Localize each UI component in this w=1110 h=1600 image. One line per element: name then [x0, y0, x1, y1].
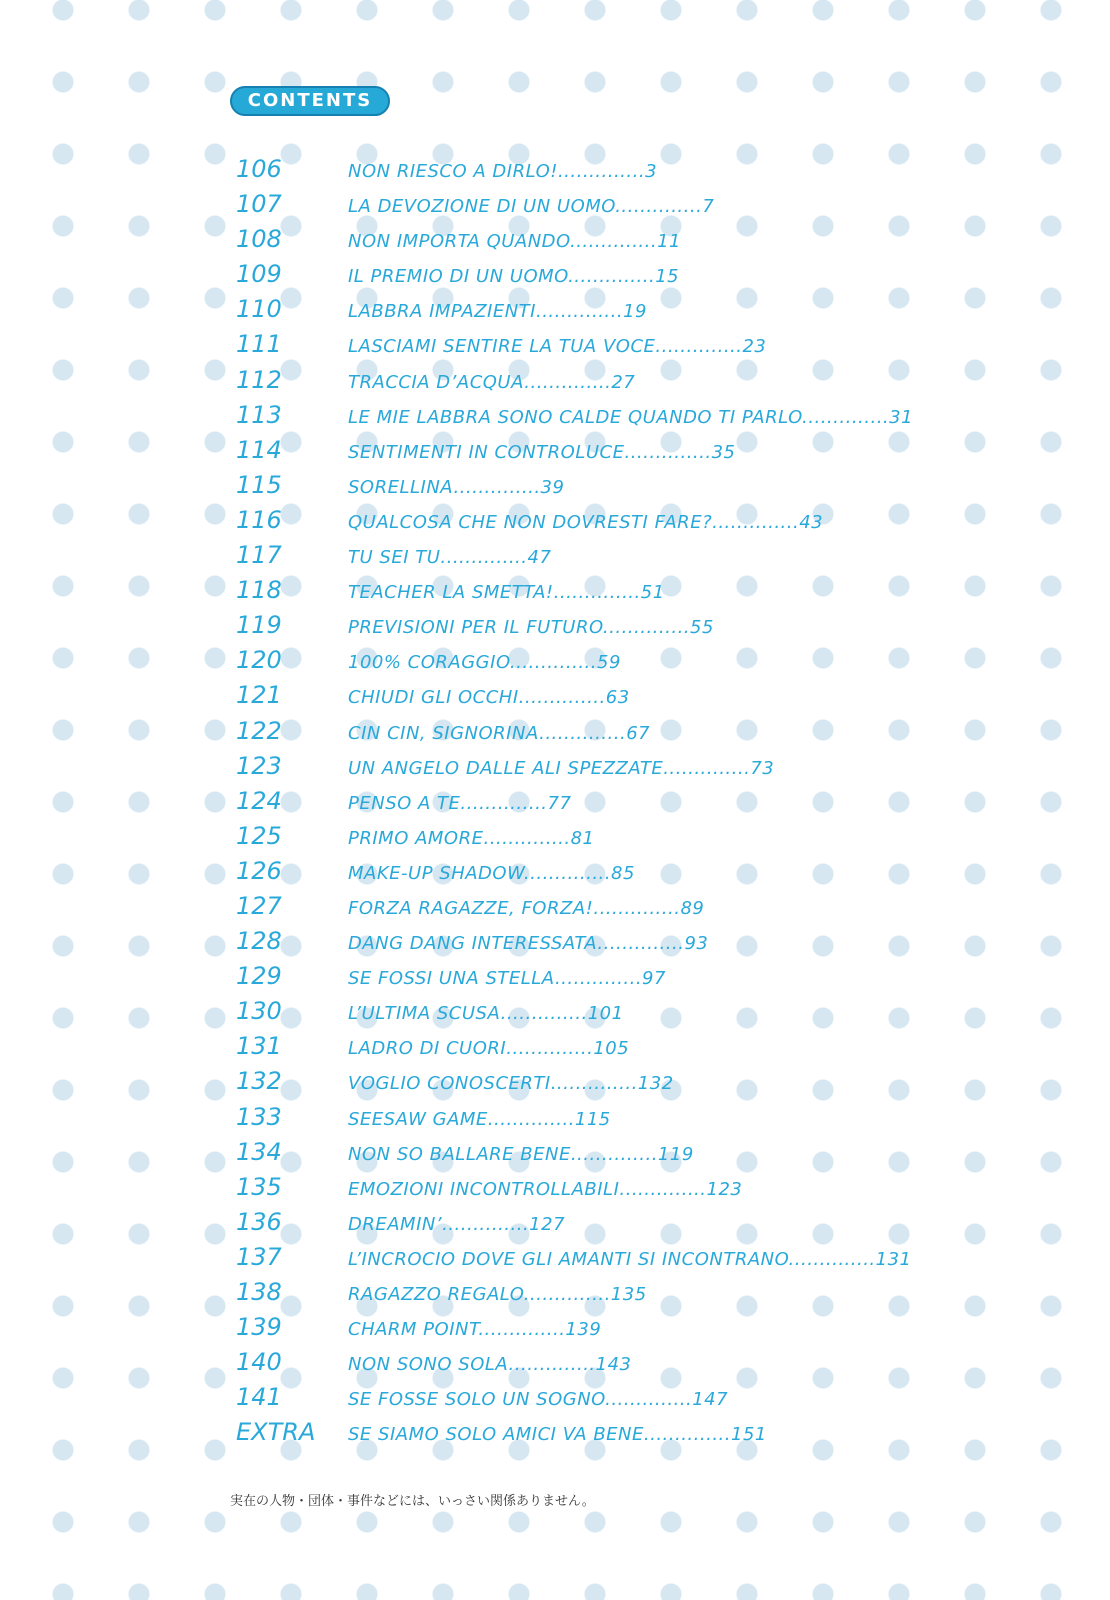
chapter-title: CHARM POINT..............139 — [348, 1319, 602, 1341]
toc-entry — [236, 433, 1096, 468]
chapter-title: SORELLINA..............39 — [348, 476, 565, 498]
chapter-number: 119 — [236, 611, 282, 640]
chapter-number: 109 — [236, 260, 282, 289]
chapter-title: SENTIMENTI IN CONTROLUCE..............35 — [348, 441, 736, 463]
toc-entry — [236, 924, 1096, 959]
chapter-title: NON SO BALLARE BENE..............119 — [348, 1143, 694, 1165]
chapter-number: 128 — [236, 927, 282, 956]
chapter-number: 108 — [236, 225, 282, 254]
chapter-title: VOGLIO CONOSCERTI..............132 — [348, 1073, 674, 1095]
chapter-title: L’INCROCIO DOVE GLI AMANTI SI INCONTRANO..............131 — [348, 1248, 912, 1270]
chapter-number: 117 — [236, 541, 282, 570]
toc-entry — [236, 1170, 1096, 1205]
chapter-title: EMOZIONI INCONTROLLABILI..............123 — [348, 1178, 743, 1200]
toc-entry — [236, 994, 1096, 1029]
chapter-title: NON RIESCO A DIRLO!..............3 — [348, 161, 658, 182]
chapter-number: 132 — [236, 1067, 282, 1096]
toc-entry — [236, 889, 1096, 924]
chapter-number: 133 — [236, 1102, 282, 1131]
chapter-title: L’ULTIMA SCUSA..............101 — [348, 1003, 624, 1025]
toc-entry — [236, 1100, 1096, 1135]
chapter-number: 139 — [236, 1313, 282, 1342]
chapter-title: TU SEI TU..............47 — [348, 547, 552, 569]
chapter-title: FORZA RAGAZZE, FORZA!..............89 — [348, 897, 705, 919]
chapter-title: SEESAW GAME..............115 — [348, 1108, 611, 1130]
chapter-title: TRACCIA D’ACQUA..............27 — [348, 371, 636, 393]
chapter-number: 141 — [236, 1383, 282, 1412]
toc-entry — [236, 1345, 1096, 1380]
chapter-title: 100% CORAGGIO..............59 — [348, 652, 621, 674]
toc-entry — [236, 573, 1096, 608]
chapter-title: MAKE-UP SHADOW..............85 — [348, 862, 635, 884]
toc-entry — [236, 1205, 1096, 1240]
chapter-title: LE MIE LABBRA SONO CALDE QUANDO TI PARLO..............31 — [348, 406, 914, 428]
chapter-number: 122 — [236, 716, 282, 745]
toc-entry — [236, 468, 1096, 503]
chapter-number: 124 — [236, 786, 282, 815]
chapter-title: QUALCOSA CHE NON DOVRESTI FARE?..............43 — [348, 511, 824, 533]
chapter-title: PRIMO AMORE..............81 — [348, 827, 595, 849]
chapter-title: RAGAZZO REGALO..............135 — [348, 1284, 647, 1305]
chapter-title: SE SIAMO SOLO AMICI VA BENE..............151 — [348, 1424, 767, 1446]
chapter-number: 107 — [236, 190, 282, 219]
toc-entry — [236, 819, 1096, 854]
chapter-number: 131 — [236, 1032, 282, 1061]
toc-entry — [236, 714, 1096, 749]
toc-entry — [236, 1064, 1096, 1099]
chapter-number: 114 — [236, 435, 282, 464]
toc-entry — [236, 152, 1096, 187]
chapter-title: CHIUDI GLI OCCHI..............63 — [348, 687, 630, 709]
chapter-number: 123 — [236, 751, 282, 780]
chapter-number: 120 — [236, 646, 282, 675]
chapter-number: 134 — [236, 1137, 282, 1166]
chapter-number: 118 — [236, 576, 282, 605]
toc-entry — [236, 363, 1096, 398]
chapter-number: 125 — [236, 821, 282, 850]
toc-entry — [236, 608, 1096, 643]
toc-entry — [236, 678, 1096, 713]
chapter-number: 138 — [236, 1278, 282, 1306]
chapter-title: SE FOSSE SOLO UN SOGNO..............147 — [348, 1389, 729, 1411]
chapter-title: LABBRA IMPAZIENTI..............19 — [348, 301, 647, 323]
toc-entry — [236, 187, 1096, 222]
toc-entry — [236, 749, 1096, 784]
chapter-title: PREVISIONI PER IL FUTURO..............55 — [348, 617, 714, 639]
chapter-number: EXTRA — [236, 1418, 316, 1447]
chapter-number: 110 — [236, 295, 282, 324]
chapter-number: 130 — [236, 997, 282, 1026]
chapter-title: NON SONO SOLA..............143 — [348, 1354, 632, 1376]
chapter-title: IL PREMIO DI UN UOMO..............15 — [348, 266, 680, 288]
chapter-number: 140 — [236, 1348, 282, 1377]
chapter-number: 115 — [236, 470, 282, 499]
chapter-number: 116 — [236, 505, 282, 534]
chapter-title: DREAMIN’..............127 — [348, 1213, 566, 1235]
contents-badge: CONTENTS — [230, 86, 390, 116]
chapter-title: LADRO DI CUORI..............105 — [348, 1038, 630, 1060]
chapter-title: LASCIAMI SENTIRE LA TUA VOCE..............23 — [348, 336, 767, 358]
chapter-number: 113 — [236, 400, 282, 429]
toc-entry — [236, 643, 1096, 678]
table-of-contents — [236, 152, 1096, 1450]
chapter-title: CIN CIN, SIGNORINA..............67 — [348, 722, 651, 744]
chapter-number: 121 — [236, 681, 282, 710]
toc-entry — [236, 503, 1096, 538]
toc-entry — [236, 854, 1096, 889]
chapter-number: 112 — [236, 365, 282, 394]
toc-entry — [236, 292, 1096, 327]
chapter-title: SE FOSSI UNA STELLA..............97 — [348, 968, 666, 990]
toc-entry — [236, 327, 1096, 362]
chapter-number: 127 — [236, 891, 282, 920]
toc-entry — [236, 1415, 1096, 1450]
chapter-number: 137 — [236, 1242, 282, 1271]
toc-entry — [236, 538, 1096, 573]
chapter-number: 126 — [236, 856, 282, 885]
chapter-number: 111 — [236, 330, 282, 359]
chapter-title: UN ANGELO DALLE ALI SPEZZATE..............73 — [348, 757, 775, 779]
toc-entry — [236, 222, 1096, 257]
footer-disclaimer: 実在の人物・団体・事件などには、いっさい関係ありません。 — [230, 1494, 595, 1509]
toc-entry — [236, 1135, 1096, 1170]
toc-entry — [236, 257, 1096, 292]
toc-entry — [236, 1029, 1096, 1064]
chapter-number: 129 — [236, 962, 282, 991]
toc-entry — [236, 784, 1096, 819]
chapter-title: LA DEVOZIONE DI UN UOMO..............7 — [348, 196, 715, 218]
toc-entry — [236, 1380, 1096, 1415]
chapter-title: DANG DANG INTERESSATA..............93 — [348, 933, 709, 955]
chapter-title: NON IMPORTA QUANDO..............11 — [348, 231, 681, 253]
chapter-title: PENSO A TE..............77 — [348, 792, 572, 814]
toc-entry — [236, 959, 1096, 994]
chapter-title: TEACHER LA SMETTA!..............51 — [348, 582, 665, 604]
toc-entry — [236, 1310, 1096, 1345]
chapter-number: 106 — [236, 155, 282, 183]
toc-entry — [236, 398, 1096, 433]
toc-entry — [236, 1240, 1096, 1275]
chapter-number: 135 — [236, 1172, 282, 1201]
chapter-number: 136 — [236, 1207, 282, 1236]
toc-entry — [236, 1275, 1096, 1310]
